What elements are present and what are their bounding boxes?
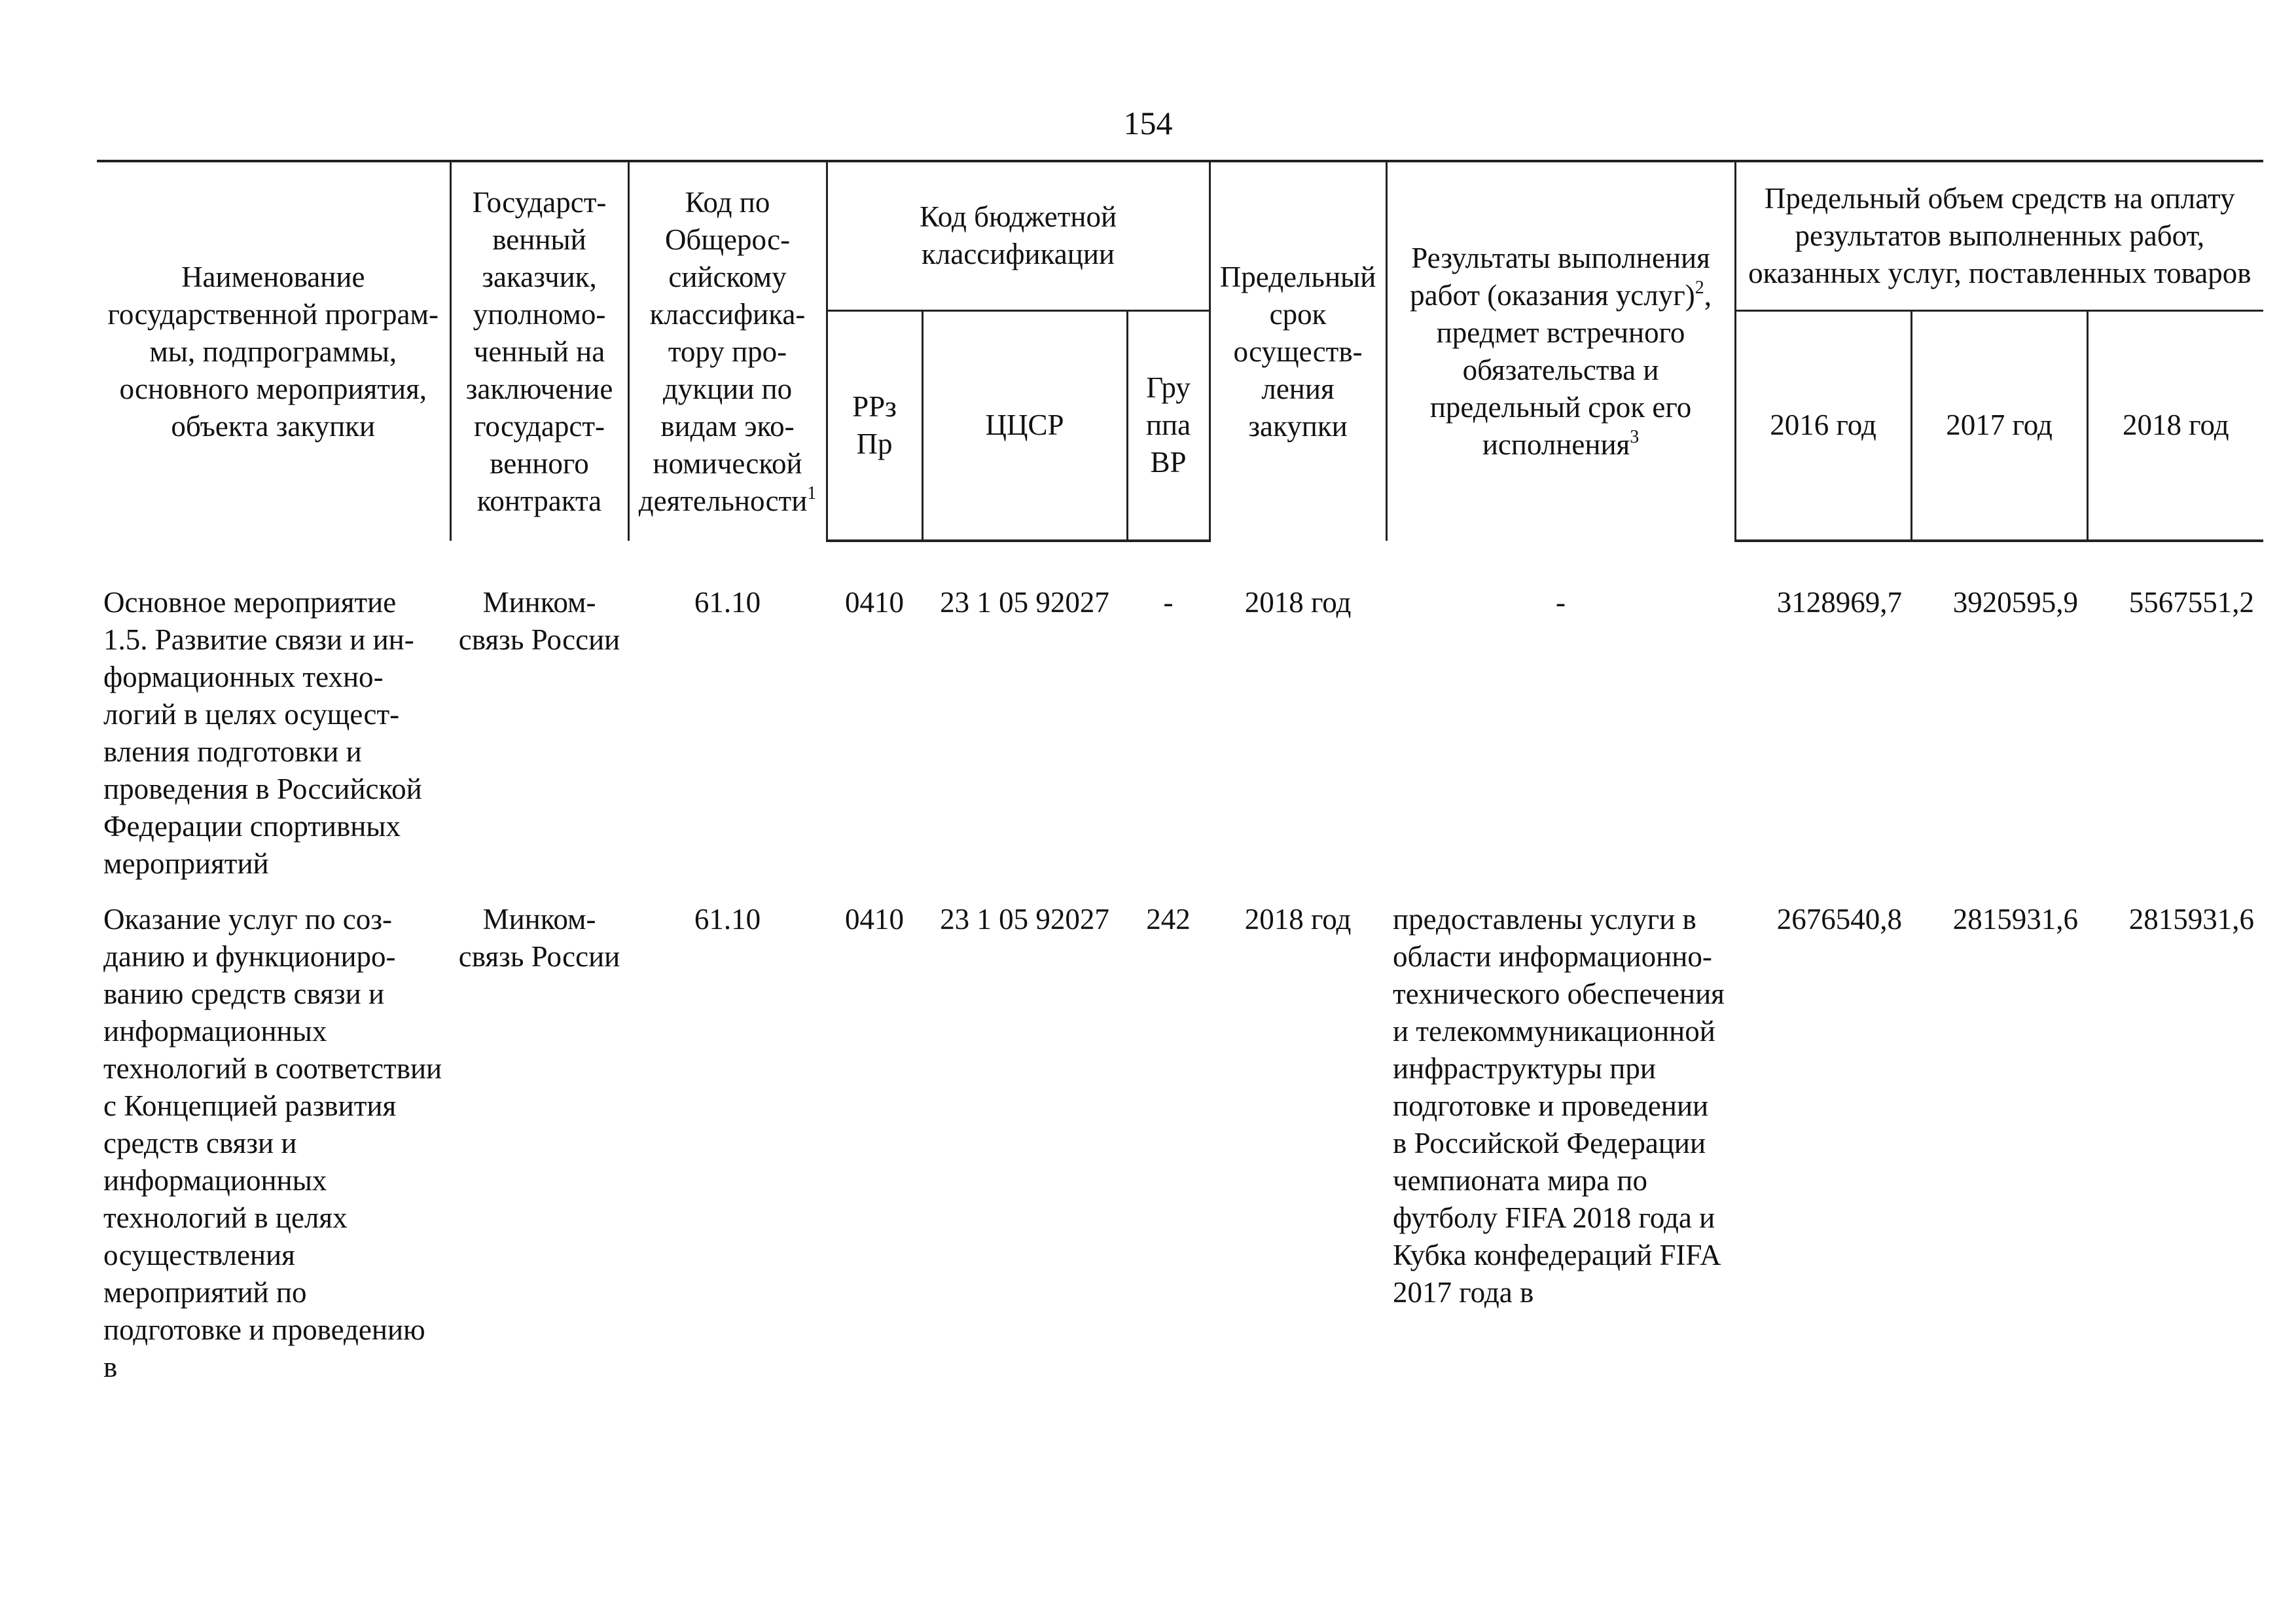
procurement-table xyxy=(97,160,2263,1404)
table-row xyxy=(97,901,2263,1404)
cell-name: Оказание услуг по созданию и функционированию средств связи и информационных технологий в соответствии с Концепцией развития средств связи и информационных технологий в целях осуществления мероприятий по подготовке и проведению в xyxy=(103,903,442,1383)
cell-okpd: 61.10 xyxy=(694,903,761,936)
cell-deadline: 2018 год xyxy=(1244,586,1352,619)
header-budget-classification: Код бюджетной классификации xyxy=(827,161,1210,310)
header-vr: Гру ппа ВР xyxy=(1127,310,1210,541)
cell-results: - xyxy=(1556,586,1566,619)
cell-name: Основное мероприятие 1.5. Развитие связи и информационных технологий в целях осуществления подготовки и проведения в Российской Федерации спортивных мероприятий xyxy=(103,586,422,880)
page-number: 154 xyxy=(1123,105,1173,141)
cell-customer: Минкомсвязь России xyxy=(458,586,620,656)
cell-customer: Минкомсвязь России xyxy=(458,903,620,973)
cell-2016: 2676540,8 xyxy=(1776,903,1903,936)
cell-vr: - xyxy=(1163,586,1174,619)
cell-deadline: 2018 год xyxy=(1244,903,1352,936)
header-customer: Государственный заказчик, уполномоченный на заключение государственного контракта xyxy=(450,161,628,541)
footnote-marker: 3 xyxy=(1630,427,1640,447)
header-results: Результаты выполнения работ (оказания услуг)$^2$, предмет встречного обязательства и предельный срок его исполнения$^3$ xyxy=(1386,161,1735,541)
header-cssr: ЦЦСР xyxy=(922,310,1127,541)
cell-2017: 2815931,6 xyxy=(1952,903,2079,936)
footnote-marker: 1 xyxy=(807,483,817,503)
header-year-2016: 2016 год xyxy=(1735,310,1911,541)
header-okpd: Код по Общероссийскому классификатору продукции по видам экономической деятельности$^1$ xyxy=(628,161,827,541)
header-name: Наименование государственной программы, подпрограммы, основного мероприятия, объекта закупки xyxy=(97,161,450,541)
header-limit-volume: Предельный объем средств на оплату результатов выполненных работ, оказанных услуг, поставленных товаров xyxy=(1735,161,2263,310)
header-deadline: Предельный срок осуществления закупки xyxy=(1210,161,1386,541)
cell-rzpr: 0410 xyxy=(845,586,904,619)
cell-okpd: 61.10 xyxy=(694,586,761,619)
table-header xyxy=(97,161,2263,541)
cell-vr: 242 xyxy=(1146,903,1191,936)
cell-cssr: 23 1 05 92027 xyxy=(940,903,1109,936)
cell-results: предоставлены услуги в области информационно-технического обеспечения и телекоммуникационной инфраструктуры при подготовке и проведении в Российской Федерации чемпионата мира по футболу FIFA 2018 года и Кубка конфедераций FIFA 2017 года в xyxy=(1393,903,1725,1309)
header-year-2017: 2017 год xyxy=(1911,310,2087,541)
cell-2018: 2815931,6 xyxy=(2128,903,2255,936)
cell-cssr: 23 1 05 92027 xyxy=(940,586,1109,619)
header-rzpr: РРз Пр xyxy=(827,310,922,541)
table-row xyxy=(97,584,2263,901)
footnote-marker: 2 xyxy=(1695,278,1704,298)
cell-2016: 3128969,7 xyxy=(1776,586,1903,619)
cell-2018: 5567551,2 xyxy=(2128,586,2255,619)
cell-rzpr: 0410 xyxy=(845,903,904,936)
header-year-2018: 2018 год xyxy=(2087,310,2263,541)
cell-2017: 3920595,9 xyxy=(1952,586,2079,619)
